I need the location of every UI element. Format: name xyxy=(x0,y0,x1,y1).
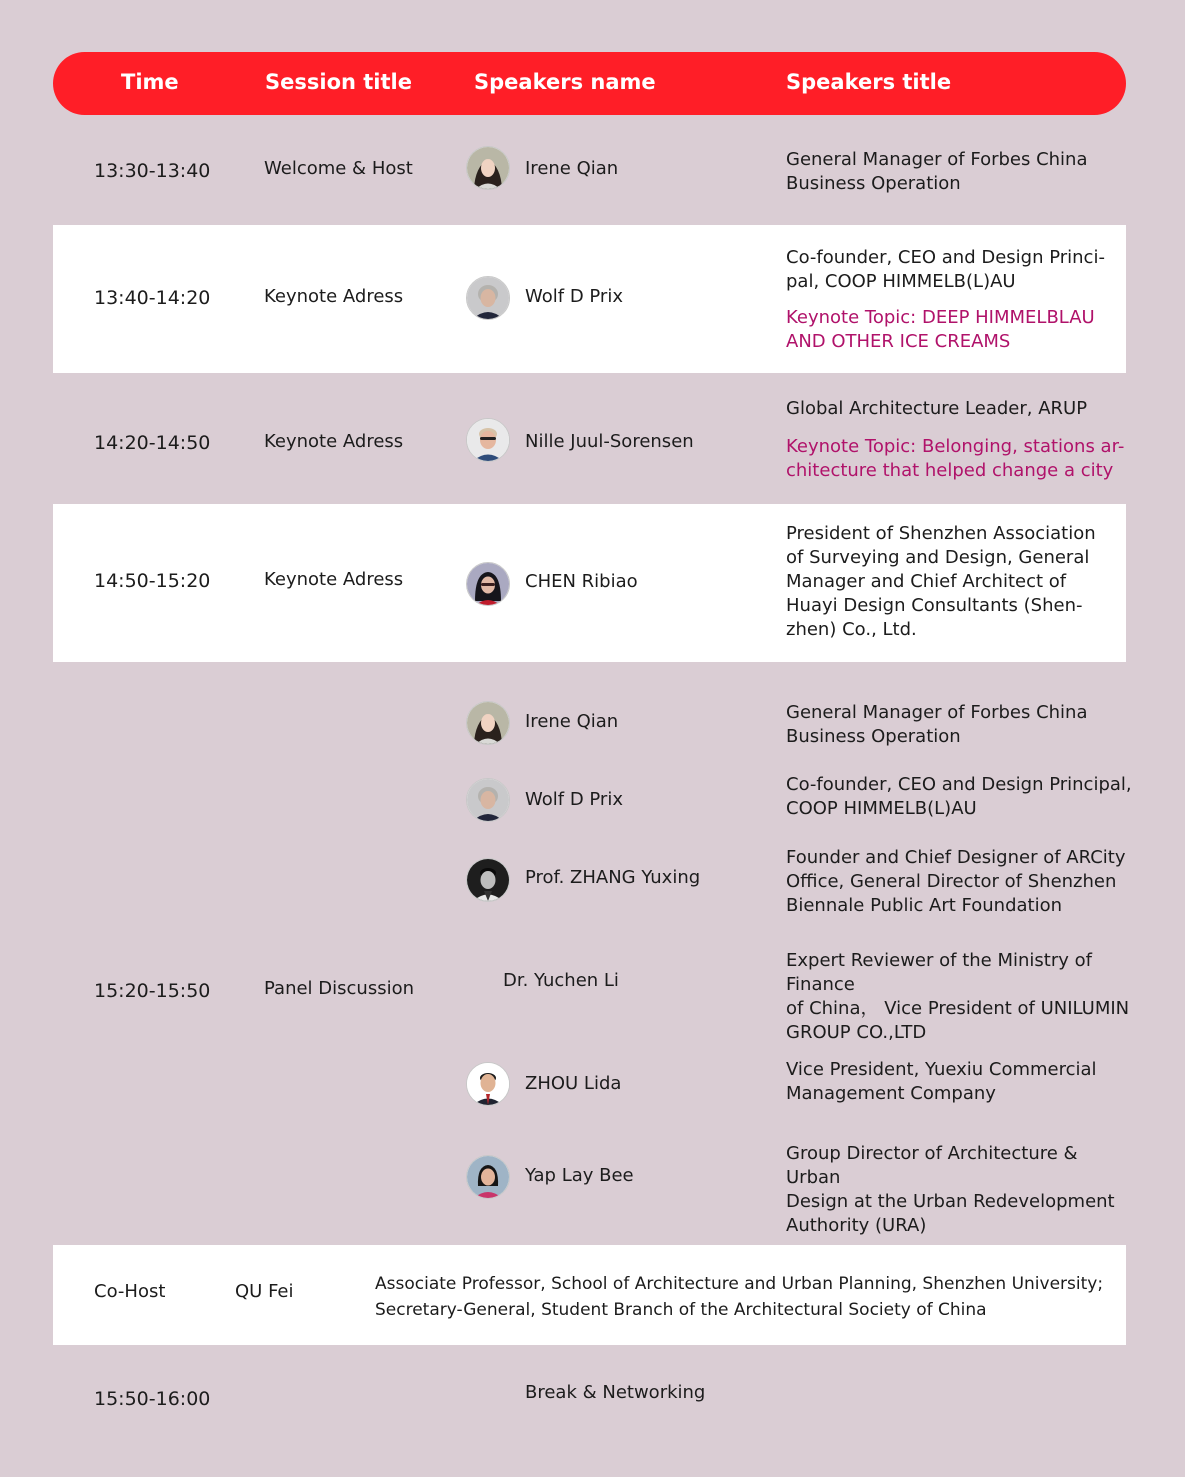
title-line: Vice President, Yuexiu Commercial xyxy=(786,1059,1097,1080)
topic-line: Keynote Topic: DEEP HIMMELBLAU xyxy=(786,307,1095,328)
header-session-title: Session title xyxy=(265,70,412,94)
speaker-name: Wolf D Prix xyxy=(525,789,623,810)
cohost-label: Co-Host xyxy=(94,1281,166,1302)
speaker-title xyxy=(786,397,1126,421)
title-line: Co-founder, CEO and Design Principal, xyxy=(786,774,1132,795)
keynote-topic xyxy=(786,306,1126,354)
title-line: Manager and Chief Architect of xyxy=(786,571,1067,592)
title-line: General Manager of Forbes China xyxy=(786,702,1088,723)
title-line: Office, General Director of Shenzhen xyxy=(786,871,1117,892)
title-line: Management Company xyxy=(786,1083,996,1104)
title-line: zhen) Co., Ltd. xyxy=(786,619,917,640)
topic-line: AND OTHER ICE CREAMS xyxy=(786,331,1011,352)
cohost-name: QU Fei xyxy=(235,1281,294,1302)
title-line: Associate Professor, School of Architecture and Urban Planning, Shenzhen University; xyxy=(375,1274,1104,1294)
man-portrait-icon xyxy=(466,418,510,462)
break-label: Break & Networking xyxy=(525,1382,706,1403)
row-time: 14:50-15:20 xyxy=(94,570,211,592)
title-line: GROUP CO.,LTD xyxy=(786,1022,927,1043)
title-line: Global Architecture Leader, ARUP xyxy=(786,398,1088,419)
title-line: Expert Reviewer of the Ministry of Finance xyxy=(786,950,1092,995)
woman-portrait-icon xyxy=(466,562,510,606)
speaker-name: Irene Qian xyxy=(525,711,619,732)
speaker-title xyxy=(786,949,1146,1045)
speaker-name: CHEN Ribiao xyxy=(525,571,638,592)
row-session-title: Welcome & Host xyxy=(264,158,413,179)
row-time: 14:20-14:50 xyxy=(94,432,211,454)
speaker-name: Wolf D Prix xyxy=(525,286,623,307)
title-line: General Manager of Forbes China xyxy=(786,149,1088,170)
title-line: COOP HIMMELB(L)AU xyxy=(786,798,977,819)
header-speakers-title: Speakers title xyxy=(786,70,952,94)
man-portrait-icon xyxy=(466,1062,510,1106)
title-line: Authority (URA) xyxy=(786,1215,927,1236)
title-line: Business Operation xyxy=(786,173,961,194)
speaker-title xyxy=(786,773,1136,821)
woman-portrait-icon xyxy=(466,1155,510,1199)
title-line: Co-founder, CEO and Design Princi- xyxy=(786,247,1105,268)
speaker-title xyxy=(786,1142,1136,1238)
row-session-title: Panel Discussion xyxy=(264,978,415,999)
title-line: Biennale Public Art Foundation xyxy=(786,895,1063,916)
title-line: pal, COOP HIMMELB(L)AU xyxy=(786,271,1016,292)
title-line: Design at the Urban Redevelopment xyxy=(786,1191,1115,1212)
title-line: Secretary-General, Student Branch of the Architectural Society of China xyxy=(375,1300,987,1320)
row-time: 15:50-16:00 xyxy=(94,1388,211,1410)
topic-line: Keynote Topic: Belonging, stations ar- xyxy=(786,436,1125,457)
schedule-header xyxy=(53,52,1126,115)
topic-line: chitecture that helped change a city xyxy=(786,460,1114,481)
speaker-name: Irene Qian xyxy=(525,158,619,179)
woman-portrait-icon xyxy=(466,701,510,745)
title-line: Business Operation xyxy=(786,726,961,747)
title-line: of China， Vice President of UNILUMIN xyxy=(786,998,1130,1019)
man-portrait-icon xyxy=(466,276,510,320)
row-time: 13:40-14:20 xyxy=(94,287,211,309)
keynote-topic xyxy=(786,435,1126,483)
speaker-title xyxy=(786,846,1136,918)
speaker-name: Yap Lay Bee xyxy=(525,1165,634,1186)
speaker-name: Dr. Yuchen Li xyxy=(503,970,619,991)
speaker-title xyxy=(786,1058,1136,1106)
title-line: Founder and Chief Designer of ARCity xyxy=(786,847,1126,868)
title-line: Huayi Design Consultants (Shen- xyxy=(786,595,1083,616)
title-line: Group Director of Architecture & Urban xyxy=(786,1143,1078,1188)
header-speakers-name: Speakers name xyxy=(474,70,656,94)
speaker-title xyxy=(786,522,1126,642)
speaker-title xyxy=(786,246,1126,294)
man-portrait-icon xyxy=(466,778,510,822)
man-portrait-icon xyxy=(466,858,510,902)
speaker-title xyxy=(786,148,1126,196)
title-line: President of Shenzhen Association xyxy=(786,523,1096,544)
speaker-title xyxy=(786,701,1136,749)
header-time: Time xyxy=(121,70,179,94)
cohost-title xyxy=(375,1271,1115,1323)
speaker-name: Prof. ZHANG Yuxing xyxy=(525,867,701,888)
row-session-title: Keynote Adress xyxy=(264,431,404,452)
row-time: 13:30-13:40 xyxy=(94,160,211,182)
speaker-name: ZHOU Lida xyxy=(525,1073,622,1094)
row-time: 15:20-15:50 xyxy=(94,980,211,1002)
speaker-name: Nille Juul-Sorensen xyxy=(525,431,694,452)
woman-portrait-icon xyxy=(466,146,510,190)
row-session-title: Keynote Adress xyxy=(264,569,404,590)
row-session-title: Keynote Adress xyxy=(264,286,404,307)
title-line: of Surveying and Design, General xyxy=(786,547,1090,568)
